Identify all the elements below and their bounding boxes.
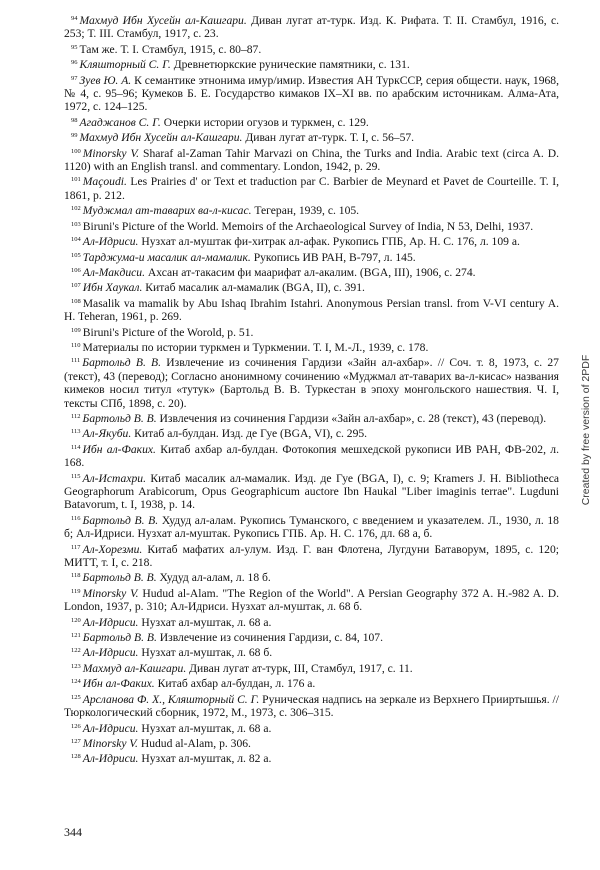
- footnote: [64, 249, 559, 264]
- footnote-number: 96: [71, 59, 78, 67]
- footnote: [64, 129, 559, 144]
- footnote-author: Minorsky V.: [82, 146, 140, 160]
- footnote-author: Minorsky V.: [82, 736, 138, 750]
- footnote-number: 105: [71, 251, 81, 259]
- footnote: [64, 145, 559, 174]
- footnote: [64, 660, 559, 675]
- footnote-text: Материалы по истории туркмен и Туркмении. Т. I, М.-Л., 1939, с. 178.: [82, 340, 429, 354]
- footnote-text: Ахсан ат-такасим фи маарифат ал-акалим. (BGA, III), 1906, с. 274.: [147, 265, 476, 279]
- footnote: [64, 324, 559, 339]
- footnote-author: Maçoudi.: [82, 175, 127, 189]
- footnote-number: 125: [71, 693, 81, 701]
- footnote-text: Извлечение из сочинения Гардизи «Зайн ал-ахбар». // Соч. т. 8, 1973, с. 27 (текст), 43 (перевод); Согласно анонимному сочинению «Муджмал ат-таварих ва-л-кисас» названия кимеков носил титул «тутук» (Бартольд В. В. Туркестан в эпоху монгольского нашествия. Ч. I, тексты СПб, 1898, с. 20).: [64, 356, 559, 410]
- footnotes-list: [64, 12, 559, 766]
- footnote-author: Ал-Идриси.: [82, 615, 139, 629]
- footnote-text: Рукопись ИВ РАН, В-797, л. 145.: [253, 250, 416, 264]
- footnote: [64, 41, 559, 56]
- footnote-text: Нузхат ал-муштак, л. 68 б.: [141, 646, 273, 660]
- footnote-author: Ибн ал-Факих.: [82, 442, 156, 456]
- footnote: [64, 691, 559, 720]
- footnote-text: Les Prairies d' or Text et traduction par C. Barbier de Meynard et Pavet de Courteille. T. I, 1861, p. 212.: [64, 175, 559, 202]
- footnote-number: 126: [71, 722, 81, 730]
- watermark-text: Created by free version of 2PDF: [580, 354, 592, 506]
- footnote-author: Ал-Макдиси.: [82, 265, 145, 279]
- footnote-number: 109: [71, 326, 81, 334]
- footnote: [64, 56, 559, 71]
- footnote-author: Махмуд Ибн Хусейн ал-Кашгари.: [79, 131, 243, 145]
- footnote-author: Ал-Идриси.: [82, 752, 139, 766]
- footnote-author: Арсланова Ф. Х., Кляшторный С. Г.: [82, 692, 260, 706]
- footnote: [64, 72, 559, 114]
- footnote-author: Ал-Идриси.: [82, 721, 139, 735]
- footnote-number: 111: [71, 357, 81, 365]
- footnote-author: Ибн Хаукал.: [82, 281, 143, 295]
- footnote: [64, 512, 559, 541]
- footnote-author: Бартольд В. В.: [82, 571, 157, 585]
- footnote-number: 106: [71, 266, 81, 274]
- footnote-author: Тарджума-и масалик ал-мамалик.: [82, 250, 251, 264]
- footnote-number: 116: [71, 514, 81, 522]
- footnote: [64, 264, 559, 279]
- footnote-text: Извлечение из сочинения Гардизи, с. 84, 107.: [159, 631, 383, 645]
- footnote-number: 98: [71, 116, 78, 124]
- footnote-number: 104: [71, 236, 81, 244]
- footnote-text: Biruni's Picture of the Worold, p. 51.: [82, 325, 254, 339]
- footnote-text: Очерки истории огузов и туркмен, с. 129.: [163, 115, 369, 129]
- footnote-text: Китаб мафатих ал-улум. Изд. Г. ван Флотена, Лугдуни Батаворум, 1895, с. 120; МИТТ, т. I, с. 218.: [64, 542, 559, 570]
- footnote: [64, 675, 559, 690]
- footnote-author: Ал-Якуби.: [82, 427, 132, 441]
- footnote-text: Руническая надпись на зеркале из Верхнего Прииртышья. // Тюркологический сборник, 1972, М., 1973, с. 306–315.: [64, 692, 559, 720]
- footnote-text: Нузхат ал-муштак, л. 82 а.: [141, 752, 272, 766]
- footnote-number: 100: [71, 147, 81, 155]
- footnote-text: Диван лугат ат-турк, III, Стамбул, 1917, с. 11.: [189, 661, 413, 675]
- footnote-number: 123: [71, 662, 81, 670]
- footnote-number: 107: [71, 282, 81, 290]
- footnote-number: 122: [71, 647, 81, 655]
- footnote-author: Ал-Хорезми.: [82, 542, 143, 556]
- footnote: [64, 295, 559, 324]
- footnote-text: Диван лугат ат-турк. Изд. К. Рифата. Т. II. Стамбул, 1916, с. 253; Т. III. Стамбул, 1917, с. 23.: [64, 14, 559, 41]
- footnote-text: Нузхат ал-муштак, л. 68 а.: [141, 615, 272, 629]
- footnote: [64, 614, 559, 629]
- page-number: 344: [64, 825, 82, 839]
- footnote-text: Masalik va mamalik by Abu Ishaq Ibrahim Istahri. Anonymous Persian transl. from V-VI century A. H. Teheran, 1961, p. 269.: [64, 296, 559, 324]
- footnote-text: Древнетюркские рунические памятники, с. 131.: [173, 58, 410, 72]
- footnote-text: Китаб ал-булдан. Изд. де Гуе (BGA, VI), с. 295.: [134, 427, 368, 441]
- footnote-number: 118: [71, 572, 81, 580]
- footnote-author: Ибн ал-Факих.: [82, 677, 155, 691]
- footnote-number: 95: [71, 43, 78, 51]
- footnote: [64, 585, 559, 614]
- footnote: [64, 735, 559, 750]
- footnote-text: Худуд ал-алам, л. 18 б.: [159, 571, 271, 585]
- footnote-text: Hudud al-Alam, p. 306.: [140, 736, 251, 750]
- footnote-text: Тегеран, 1939, с. 105.: [254, 204, 360, 218]
- footnote-number: 115: [71, 472, 81, 480]
- footnote: [64, 202, 559, 217]
- footnote-text: Hudud al-Alam. "The Region of the World". A Persian Geography 372 A. H.-982 A. D. London, 1937, p. 310; Ал-Идриси. Нузхат ал-муштак, л. 68 б.: [64, 586, 560, 614]
- footnote-author: Муджмал ат-таварих ва-л-кисас.: [82, 204, 252, 218]
- footnote-text: Biruni's Picture of the World. Memoirs of the Archaeological Survey of India, N 53, Delhi, 1937.: [82, 219, 534, 233]
- footnote-text: Диван лугат ат-турк. Т. I, с. 56–57.: [245, 131, 415, 145]
- footnote-text: Китаб ахбар ал-булдан, л. 176 а.: [157, 677, 316, 691]
- footnote-number: 121: [71, 632, 81, 640]
- footnote: [64, 629, 559, 644]
- footnote-number: 120: [71, 616, 81, 624]
- footnote-author: Ал-Идриси.: [82, 646, 139, 660]
- footnote: [64, 541, 559, 570]
- footnote-number: 108: [71, 297, 81, 305]
- footnote: [64, 114, 559, 129]
- footnote: [64, 173, 559, 202]
- footnote: [64, 750, 559, 765]
- footnote-number: 114: [71, 443, 81, 451]
- footnote-author: Бартольд В. В.: [82, 411, 157, 425]
- footnote-author: Бартольд В. В.: [82, 356, 162, 370]
- footnote: [64, 218, 559, 233]
- footnote-author: Махмуд Ибн Хусейн ал-Кашгари.: [79, 14, 247, 27]
- footnote: [64, 12, 559, 41]
- footnote-number: 99: [71, 132, 78, 140]
- footnote-text: Sharaf al-Zaman Tahir Marvazi on China, the Turks and India. Arabic text (circa A. D. 1120) with an English transl. and commentary. London, 1942, p. 29.: [64, 146, 560, 174]
- footnote-text: Худуд ал-алам. Рукопись Туманского, с введением и указателем. Л., 1930, л. 18 б; Ал-Идриси. Нузхат ал-муштак. Рукопись ГПБ. Ар. Н. С. 176, дл. 68 а, б.: [64, 513, 559, 541]
- footnote: [64, 425, 559, 440]
- footnote-author: Ал-Истахри.: [82, 471, 146, 485]
- footnote-author: Агаджанов С. Г.: [79, 115, 161, 129]
- footnote: [64, 279, 559, 294]
- footnote-author: Кляшторный С. Г.: [79, 58, 171, 72]
- footnote-author: Ал-Идриси.: [82, 235, 139, 249]
- footnote: [64, 644, 559, 659]
- footnote-number: 113: [71, 428, 81, 436]
- footnote-number: 117: [71, 543, 81, 551]
- footnote-number: 112: [71, 412, 81, 420]
- footnote: [64, 470, 559, 512]
- footnote: [64, 410, 559, 425]
- footnote-number: 128: [71, 753, 81, 761]
- footnote: [64, 339, 559, 354]
- footnote-text: Китаб масалик ал-мамалик (BGA, II), с. 391.: [145, 281, 365, 295]
- footnote-author: Minorsky V.: [82, 586, 139, 600]
- footnote-text: Нузхат ал-муштак, л. 68 а.: [141, 721, 272, 735]
- footnote-text: Китаб ахбар ал-булдан. Фотокопия мешхедской рукописи ИВ РАН, ФВ-202, л. 168.: [64, 442, 559, 470]
- footnote-number: 110: [71, 341, 81, 349]
- footnote-number: 97: [71, 74, 78, 82]
- footnote-text: Там же. Т. I. Стамбул, 1915, с. 80–87.: [79, 42, 262, 56]
- footnote-number: 102: [71, 205, 81, 213]
- footnote-author: Бартольд В. В.: [82, 513, 159, 527]
- footnote-number: 103: [71, 220, 81, 228]
- footnote: [64, 441, 559, 470]
- footnote: [64, 720, 559, 735]
- footnote-number: 119: [71, 587, 81, 595]
- footnote-number: 124: [71, 678, 81, 686]
- footnote-author: Зуев Ю. А.: [79, 73, 132, 87]
- footnote-number: 101: [71, 176, 81, 184]
- footnote-text: К семантике этнонима имур/имир. Известия АН ТуркССР, серия общести. наук, 1968, № 4, с. 95–96; Кумеков Б. Е. Государство кимаков IX–XI вв. по арабским источникам. Алма-Ата, 1972, с. 124–125.: [64, 73, 559, 114]
- footnote-text: Китаб масалик ал-мамалик. Изд. де Гуе (BGA, I), с. 9; Kramers J. H. Bibliotheca Geographorum Arabicorum, Opus Geographicum auctore Ibn Haukal "Liber imaginis terrae". Lugduni Batavorum, t. I, 1938, p. 14.: [64, 471, 559, 512]
- footnote-author: Махмуд ал-Кашгари.: [82, 661, 187, 675]
- footnote-text: Нузхат ал-муштак фи-хитрак ал-афак. Рукопись ГПБ, Ар. Н. С. 176, л. 109 а.: [141, 235, 520, 249]
- footnote: [64, 233, 559, 248]
- footnote-number: 127: [71, 737, 81, 745]
- footnote: [64, 569, 559, 584]
- footnote-author: Бартольд В. В.: [82, 631, 157, 645]
- footnote-text: Извлечения из сочинения Гардизи «Зайн ал-ахбар», с. 28 (текст), 43 (перевод).: [159, 411, 547, 425]
- footnote-number: 94: [71, 15, 78, 22]
- footnote: [64, 354, 559, 410]
